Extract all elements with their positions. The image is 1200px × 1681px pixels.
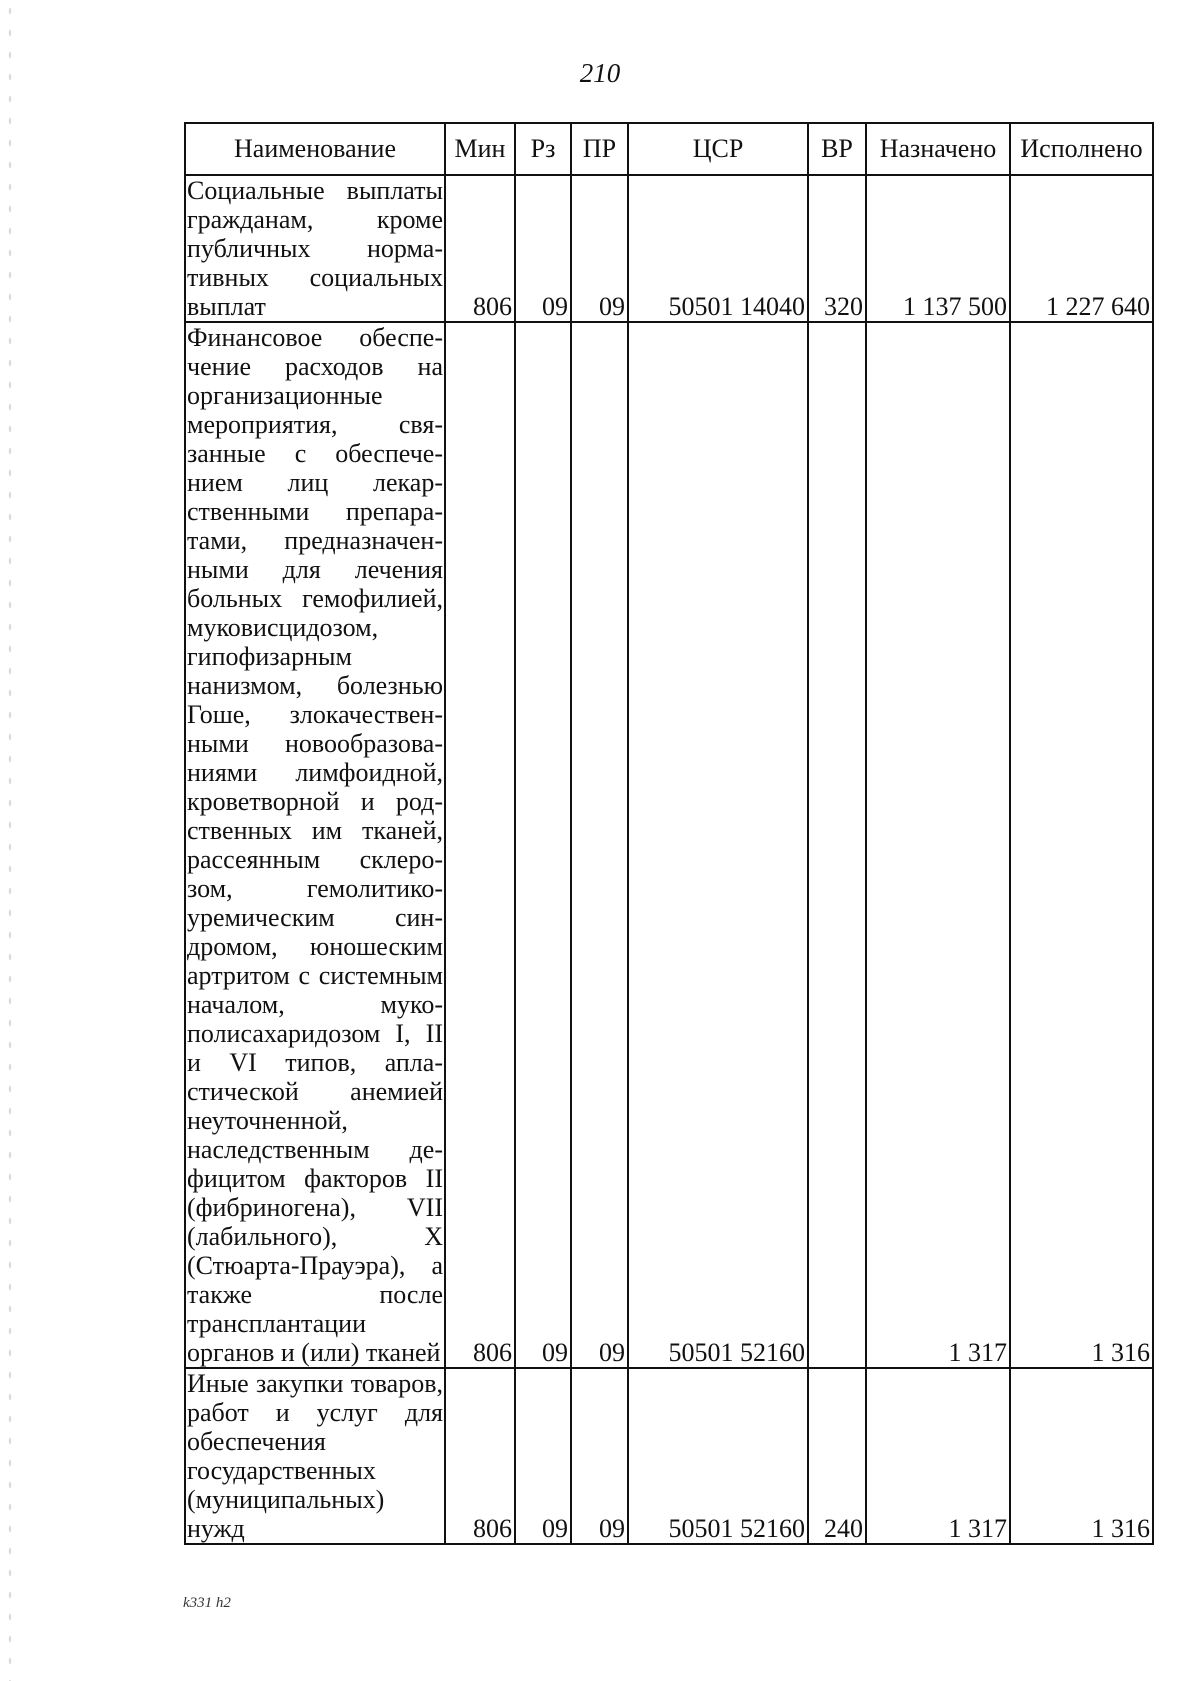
header-rz: Рз: [515, 123, 571, 175]
header-assigned: Назначено: [866, 123, 1010, 175]
row-pr-cell: 09: [571, 322, 628, 1368]
row-pr-cell: 09: [571, 175, 628, 322]
table-header-row: [185, 123, 1153, 175]
row-assigned-cell: 1 317: [866, 322, 1010, 1368]
row-name-cell: Иные закупки товаров, работ и услуг для обеспечения государственных (муниципальных) нужд: [187, 1369, 443, 1543]
row-csr-cell: 50501 52160: [628, 1368, 808, 1544]
row-name-cell: Финансовое обеспечение расходов на организационные мероприятия, связанные с обеспечением лиц лекарственными препаратами, предназначенными для лечения больных гемофилией, муковисцидозом, гипофизарным нанизмом, болезнью Гоше, злокачественными новообразованиями лимфоидной, кроветворной и родственных им тканей, рассеянным склерозом, гемолитико-уремическим синдромом, юношеским артритом с системным началом, мукополисахаридозом I, II и VI типов, апластической анемией неуточненной, наследственным дефицитом факторов II (фибриногена), VII (лабильного), X (Стюарта-Прауэра), а также после трансплантации органов и (или) тканей: [187, 323, 443, 1367]
row-rz-cell: 09: [515, 322, 571, 1368]
scan-margin-artifact: [6, 0, 16, 1681]
row-rz-cell: 09: [515, 175, 571, 322]
row-vr-cell: [808, 322, 866, 1368]
row-executed-cell: 1 316: [1010, 1368, 1153, 1544]
table-row: [185, 322, 1153, 1368]
header-csr: ЦСР: [628, 123, 808, 175]
header-min: Мин: [445, 123, 515, 175]
row-min-cell: 806: [445, 1368, 515, 1544]
header-executed: Исполнено: [1010, 123, 1153, 175]
row-vr-cell: 240: [808, 1368, 866, 1544]
row-executed-cell: 1 227 640: [1010, 175, 1153, 322]
row-rz-cell: 09: [515, 1368, 571, 1544]
header-name: Наименование: [185, 123, 445, 175]
page-number: 210: [579, 58, 621, 88]
table-row: [185, 175, 1153, 322]
row-executed-cell: 1 316: [1010, 322, 1153, 1368]
row-assigned-cell: 1 317: [866, 1368, 1010, 1544]
row-pr-cell: 09: [571, 1368, 628, 1544]
row-csr-cell: 50501 52160: [628, 322, 808, 1368]
row-name-cell: Социальные выплаты гражданам, кроме публичных нормативных социальных выплат: [187, 176, 443, 321]
header-pr: ПР: [571, 123, 628, 175]
row-csr-cell: 50501 14040: [628, 175, 808, 322]
footer-document-code: k331 h2: [183, 1595, 231, 1611]
row-min-cell: 806: [445, 175, 515, 322]
budget-table: [184, 122, 1154, 1545]
row-vr-cell: 320: [808, 175, 866, 322]
table-row: [185, 1368, 1153, 1544]
row-assigned-cell: 1 137 500: [866, 175, 1010, 322]
row-min-cell: 806: [445, 322, 515, 1368]
header-vr: ВР: [808, 123, 866, 175]
